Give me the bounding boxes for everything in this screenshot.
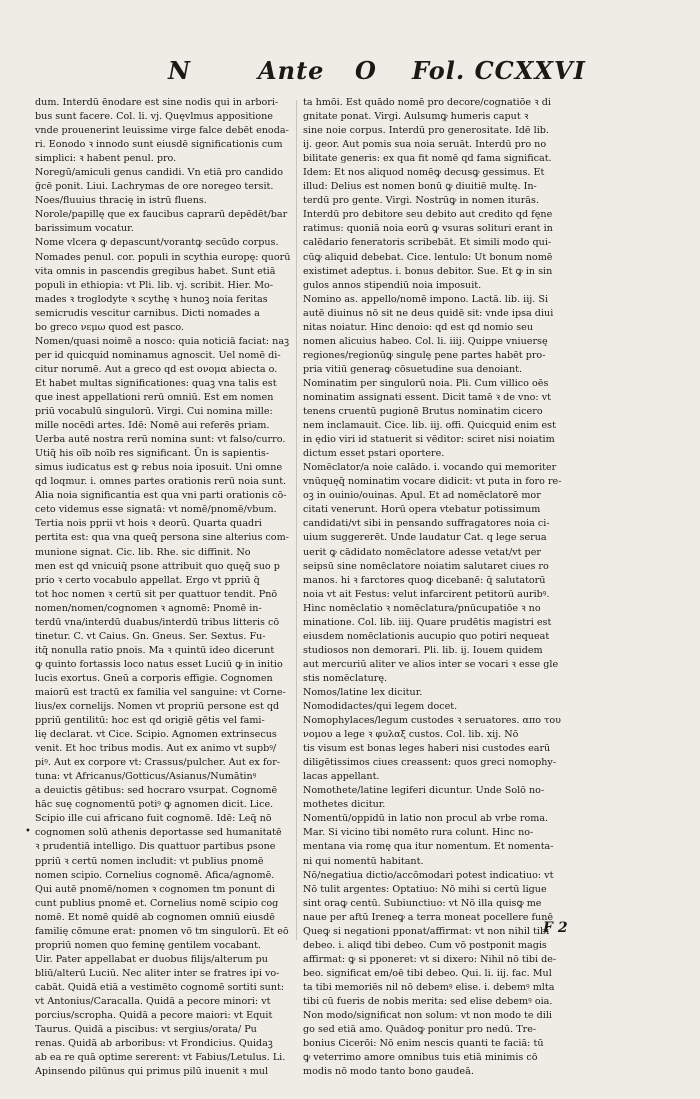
text-line: in ędio viri id statuerit si vēditor: sciret nisi noiatim [303, 434, 555, 446]
text-line: lacas appellant. [303, 771, 380, 783]
text-line: Uerba autē nostra rerū nomina sunt: vt falso/curro. [35, 434, 286, 446]
text-line: Mar. Si vicino tibi nomēto rura colunt. Hinc no- [303, 827, 534, 839]
text-line: vita omnis in pascendis gregibus habet. Sunt etiā [35, 265, 276, 277]
text-line: Nō tulit argentes: Optatiuo: Nō mihi si certū ligue [303, 883, 547, 895]
text-line: populi in ethiopia: vt Pli. lib. vj. scribit. Hier. Mo- [35, 279, 274, 291]
text-line: gnitate ponat. Virgi. Aulsumꝙ humeris caput ꝛ [303, 111, 529, 123]
text-line: nitas noiatur. Hinc denoio: qd est qd nomio seu [303, 321, 534, 333]
text-line: Nomothete/latine legiferi dicuntur. Unde Solō no- [303, 785, 545, 797]
text-line: tot hoc nomen ꝛ certū sit per quattuor tendit. Pnō [35, 588, 278, 600]
text-line: Apinsendo pilūnus qui primus pilū inuenit ꝛ mul [35, 1066, 269, 1078]
text-line: Nome vlcera ꝙ depascunt/vorantꝙ secūdo corpus. [35, 237, 279, 249]
text-line: terdū pro gente. Virgi. Nostrūꝙ in nomen iturās. [303, 195, 539, 207]
text-line: debeo. i. aliqd tibi debeo. Cum vō postponit magis [303, 939, 547, 951]
text-line: cunt publius pnomē et. Cornelius nomē scipio cog [35, 897, 279, 909]
text-line: ceto videmus esse signatā: vt nomē/pnomē/vbum. [35, 504, 277, 516]
text-line: familię cōmune erat: pnomen vō tm singulorū. Et eō [35, 925, 289, 937]
text-line: piꝰ. Aut ex corpore vt: Crassus/pulcher. Aut ex for- [35, 757, 281, 769]
header-letter: N [168, 56, 191, 85]
text-line: existimet adeptus. i. bonus debitor. Sue. Et ꝙ in sin [303, 265, 553, 277]
text-line: ta tibi memoriēs nil nō debemꝰ elise. i. debemꝰ mlta [303, 981, 555, 993]
text-line: Noregū/amiculi genus candidi. Vn etiā pro candido [35, 167, 284, 179]
text-line: Uir. Pater appellabat er duobus filijs/alterum pu [35, 953, 268, 965]
text-line: ꝙ quinto fortassis loco natus esset Luciū ꝙ in initio [35, 658, 283, 670]
text-line: Hinc nomēclatio ꝛ nomēclatura/pnūcupatiōe ꝛ no [303, 602, 541, 614]
text-line: Nomodidactes/qui legem docet. [303, 701, 458, 713]
text-line: Queꝙ si negationi pponat/affirmat: vt non nihil tibi [303, 925, 550, 937]
text-line: porcius/scropha. Quidā a pecore maiori: vt Equit [35, 1010, 273, 1022]
text-line: ꝙ veterrimo amore omnibus tuis etiā minimis cō [303, 1052, 538, 1064]
text-line: ab ea re quā optime sererent: vt Fabius/Letulus. Li. [35, 1052, 286, 1064]
text-line: que inest appellationi rerū omniū. Est em nomen [35, 391, 274, 403]
text-line: priū vocabulū singulorū. Virgi. Cui nomina mille: [35, 406, 273, 418]
text-line: Nomentū/oppidū in latio non procul ab vrbe roma. [303, 813, 549, 825]
text-line: Idem: Et nos aliquod nomēꝙ decusꝙ gessimus. Et [303, 167, 545, 179]
text-line: studiosos non demorari. Pli. lib. ij. Iouem quidem [303, 644, 543, 656]
text-line: ta hmōi. Est quādo nomē pro decore/cognatiōe ꝛ di [303, 97, 551, 108]
text-line: lucis exortus. Gneū a corporis effigie. Cognomen [35, 672, 273, 684]
text-line: nomen alicuius habeo. Col. li. iiij. Quippe vniuersę [303, 335, 548, 347]
text-line: bo greco νεμω quod est pasco. [35, 321, 185, 333]
text-line: modis nō modo tanto bono gaudeā. [303, 1066, 474, 1078]
text-line: semicrudis vescitur carnibus. Dicti nomades a [35, 307, 260, 319]
text-line: ꝛ prudentiā intelligo. Dis quattuor partibus psone [35, 841, 276, 853]
text-line: dum. Interdū ēnodare est sine nodis qui in arbori- [35, 97, 279, 108]
text-line: uium suggererēt. Unde laudatur Cat. q lege serua [303, 532, 547, 544]
text-line: affirmat: ꝙ si pponeret: vt si dixero: Nihil nō tibi de- [303, 953, 557, 965]
text-line: eiusdem nomēclationis aucupio quo potiri nequeat [303, 630, 550, 642]
text-line: naue per aftū Ireneꝙ a terra moneat pocellere funē [303, 911, 554, 923]
text-line: noia vt ait Festus: velut infarcirent petitorū auribꝰ. [303, 588, 550, 600]
text-line: pertita est: qua vna queq̄ persona sine alterius com- [35, 532, 289, 544]
text-line: nominatim assignati essent. Dicit tamē ꝛ de vno: vt [303, 391, 551, 403]
header-word: Ante [258, 56, 325, 85]
text-line: barissimum vocatur. [35, 223, 134, 235]
text-line: Nomēclator/a noie calādo. i. vocando qui memoriter [303, 462, 557, 474]
text-line: citur norumē. Aut a greco qd est ονομα abiecta o. [35, 363, 278, 375]
text-line: vt Antonius/Caracalla. Quidā a pecore minori: vt [35, 996, 271, 1007]
text-line: ratimus: quoniā noia eorū ꝙ vsuras solituri erant in [303, 223, 553, 235]
text-line: ppriū ꝛ certū nomen includit: vt publius pnomē [35, 855, 264, 867]
text-line: ḡcē ponit. Liui. Lachrymas de ore noregeo tersit. [35, 181, 274, 193]
right-text-column [303, 96, 571, 1079]
text-line: beo. significat em/oē tibi debeo. Qui. li. iij. fac. Mul [303, 967, 552, 979]
text-line: simplici: ꝛ habent penul. pro. [35, 153, 177, 165]
text-line: regiones/regionūꝙ singulę pene partes habēt pro- [303, 349, 546, 361]
text-line: seipsū sine nomēclatore noiatim salutaret ciues ro [303, 560, 549, 572]
text-line: tis visum est bonas leges haberi nisi custodes earū [303, 743, 551, 755]
text-line: Scipio ille cui africano fuit cognomē. Idē: Leq̄ nō [35, 813, 272, 825]
text-line: cabāt. Quidā etiā a vestimēto cognomē sortiti sunt: [35, 981, 285, 993]
text-line: minatione. Col. lib. iiij. Quare prudētis magistri est [303, 616, 552, 628]
signature-mark: F 2 [543, 920, 568, 936]
text-line: simus iudicatus est ꝙ rebus noia iposuit. Uni omne [35, 462, 283, 474]
column-divider [296, 100, 297, 940]
text-line: Nomades penul. cor. populi in scythia europę: quorū [35, 251, 291, 263]
text-line: bliū/alterū Luciū. Nec aliter inter se fratres ipi vo- [35, 967, 280, 979]
text-line: sint oraꝙ centū. Subiunctiuo: vt Nō illa quisꝙ me [303, 897, 542, 909]
text-line: vnde prouenerint leuissime virge falce debēt enoda- [35, 125, 289, 137]
text-line: uerit ꝙ cādidato nomēclatore adesse vetat/vt per [303, 546, 541, 558]
text-line: tenens cruentū pugionē Brutus nominatim cicero [303, 406, 543, 418]
text-line: Noes/fluuius thracię in istrū fluens. [35, 195, 207, 207]
marginal-mark: • [25, 826, 31, 837]
text-line: sine noie corpus. Interdū pro generositate. Idē lib. [303, 125, 549, 137]
running-header [0, 56, 700, 96]
text-line: mades ꝛ troglodyte ꝛ scythę ꝛ hunoꝫ noia feritas [35, 293, 268, 305]
text-line: terdū vna/interdū duabus/interdū tribus litteris cō [35, 616, 280, 628]
text-line: vnūquęq̄ nominatim vocare didicit: vt puta in foro re- [303, 476, 562, 488]
text-line: go sed etiā amo. Quādoꝙ ponitur pro nedū. Tre- [303, 1024, 537, 1036]
text-line: nomen scipio. Cornelius cognomē. Afica/agnomē. [35, 869, 275, 881]
text-line: prio ꝛ certo vocabulo appellat. Ergo vt ppriū q̄ [35, 574, 260, 586]
text-line: Nomino as. appello/nomē impono. Lactā. lib. iij. Si [303, 293, 549, 305]
text-line: per id quicquid nominamus agnoscit. Uel nomē di- [35, 349, 281, 361]
text-line: Non modo/significat non solum: vt non modo te dili [303, 1010, 552, 1022]
text-line: Alia noia significantia est qua vni parti orationis cō- [35, 490, 287, 502]
text-line: cognomen solū athenis deportasse sed humanitatē [35, 827, 282, 839]
text-line: calēdario feneratoris scribebāt. Et simili modo qui- [303, 237, 552, 249]
text-line: tinetur. C. vt Caius. Gn. Gneus. Ser. Sextus. Fu- [35, 630, 266, 642]
text-line: Qui autē pnomē/nomen ꝛ cognomen tm ponunt di [35, 883, 276, 895]
left-text-column [35, 96, 293, 1079]
text-line: Nomos/latine lex dicitur. [303, 686, 423, 698]
text-line: propriū nomen quo feminę gentilem vocabant. [35, 939, 261, 951]
text-line: Tertia nois pprii vt hois ꝛ deorū. Quarta quadri [35, 518, 262, 530]
text-line: dictum esset pstari oportere. [303, 448, 445, 460]
text-line: oꝫ in ouinio/ouinas. Apul. Et ad nomēclatorē mor [303, 490, 541, 502]
text-line: gulos annos stipendiū noia imposuit. [303, 279, 482, 291]
text-line: aut mercuriū aliter ve alios inter se vocari ꝛ esse gle [303, 658, 559, 670]
text-line: lius/ex cornelijs. Nomen vt propriū persone est qd [35, 701, 280, 713]
text-line: stis nomēclaturę. [303, 672, 388, 684]
text-line: Et habet multas significationes: quaꝫ vna talis est [35, 377, 277, 389]
text-line: bilitate generis: ex qua fit nomē qd fama significat. [303, 153, 552, 165]
text-line: nem inclamauit. Cice. lib. iij. offi. Quicquid enim est [303, 420, 556, 432]
text-line: Nō/negatiua dictio/accōmodari potest indicatiuo: vt [303, 869, 554, 881]
text-line: maiorū est tractū ex familia vel sanguine: vt Corne- [35, 686, 286, 698]
text-line: munione signat. Cic. lib. Rhe. sic diffinit. No [35, 546, 251, 558]
text-line: cūꝙ aliquid debebat. Cice. lentulo: Ut bonum nomē [303, 251, 553, 263]
header-mark: O [355, 56, 377, 85]
text-line: Nomophylaces/legum custodes ꝛ seruatores. απο του [303, 715, 562, 727]
text-line: renas. Quidā ab arboribus: vt Frondicius. Quidaꝫ [35, 1038, 273, 1050]
text-line: nomē. Et nomē quidē ab cognomen omniū eiusdē [35, 911, 275, 923]
text-line: Interdū pro debitore seu debito aut credito qd fęne [303, 209, 553, 221]
text-line: mentana via romę qua itur nomentum. Et nomenta- [303, 841, 554, 853]
text-line: ij. geor. Aut pomis sua noia seruāt. Interdū pro no [303, 139, 547, 151]
text-line: bus sunt facere. Col. li. vj. Quęvlmus appositione [35, 111, 273, 123]
text-line: tuna: vt Africanus/Gotticus/Asianus/Numātinꝰ [35, 771, 257, 783]
text-line: autē diuinus nō sit ne deus quidē sit: vnde ipsa diui [303, 307, 554, 319]
text-line: venit. Et hoc tribus modis. Aut ex animo vt supbꝰ/ [35, 743, 277, 755]
folio-number: Fol. CCXXVI [412, 56, 586, 85]
text-line: Utiq̄ his oīb noīb res significant. Ūn is sapientis- [35, 448, 270, 460]
text-line: Taurus. Quidā a piscibus: vt sergius/orata/ Pu [35, 1024, 257, 1036]
text-line: mothetes dicitur. [303, 799, 386, 811]
text-line: citati venerunt. Horū opera vtebatur potissimum [303, 504, 541, 516]
text-line: Nomen/quasi noimē a nosco: quia noticiā faciat: naꝫ [35, 335, 289, 347]
text-line: bonius Cicerōi: Nō enim nescis quanti te faciā: tū [303, 1038, 544, 1050]
text-line: men est qd vnicuiq̄ psone attribuit quo quęq̄ suo p [35, 560, 280, 572]
text-line: ni qui nomentū habitant. [303, 855, 424, 867]
text-line: a deuictis gētibus: sed hocraro vsurpat. Cognomē [35, 785, 278, 797]
text-line: νομου a lege ꝛ φυλαξ custos. Col. lib. xij. Nō [303, 729, 519, 741]
text-line: nomen/nomen/cognomen ꝛ agnomē: Pnomē in- [35, 602, 262, 614]
text-line: pria vitiū generaꝙ cōsuetudine sua denoiant. [303, 363, 523, 375]
text-line: lię declarat. vt Cice. Scipio. Agnomen extrinsecus [35, 729, 277, 741]
text-line: illud: Delius est nomen bonū ꝙ diuitiē multę. In- [303, 181, 537, 193]
text-line: mille nocēdi artes. Idē: Nomē aui referēs priam. [35, 420, 270, 432]
text-line: ppriū gentilitū: hoc est qd origiē gētis vel fami- [35, 715, 265, 727]
text-line: candidati/vt sibi in pensando suffragatores noia ci- [303, 518, 550, 530]
text-line: Nominatim per singulorū noia. Pli. Cum villico oēs [303, 377, 549, 389]
text-line: itq̄ nonulla ratio pnois. Ma ꝛ quintū ideo dicerunt [35, 644, 275, 656]
text-line: qd loqmur. i. omnes partes orationis rerū noia sunt. [35, 476, 287, 488]
text-line: Norole/papillę que ex faucibus caprarū depēdēt/bar [35, 209, 288, 221]
text-line: ri. Eonodo ꝛ innodo sunt eiusdē significationis cum [35, 139, 283, 151]
text-line: diligētissimos ciues creassent: quos greci nomophy- [303, 757, 557, 769]
text-line: manos. hi ꝛ farctores quoꝙ dicebanē: q̄ salutatorū [303, 574, 546, 586]
text-line: hāc suę cognomentū potiꝰ ꝙ agnomen dicit. Lice. [35, 799, 274, 811]
text-line: tibi cū fueris de nobis merita: sed elise debemꝰ oia. [303, 996, 553, 1007]
